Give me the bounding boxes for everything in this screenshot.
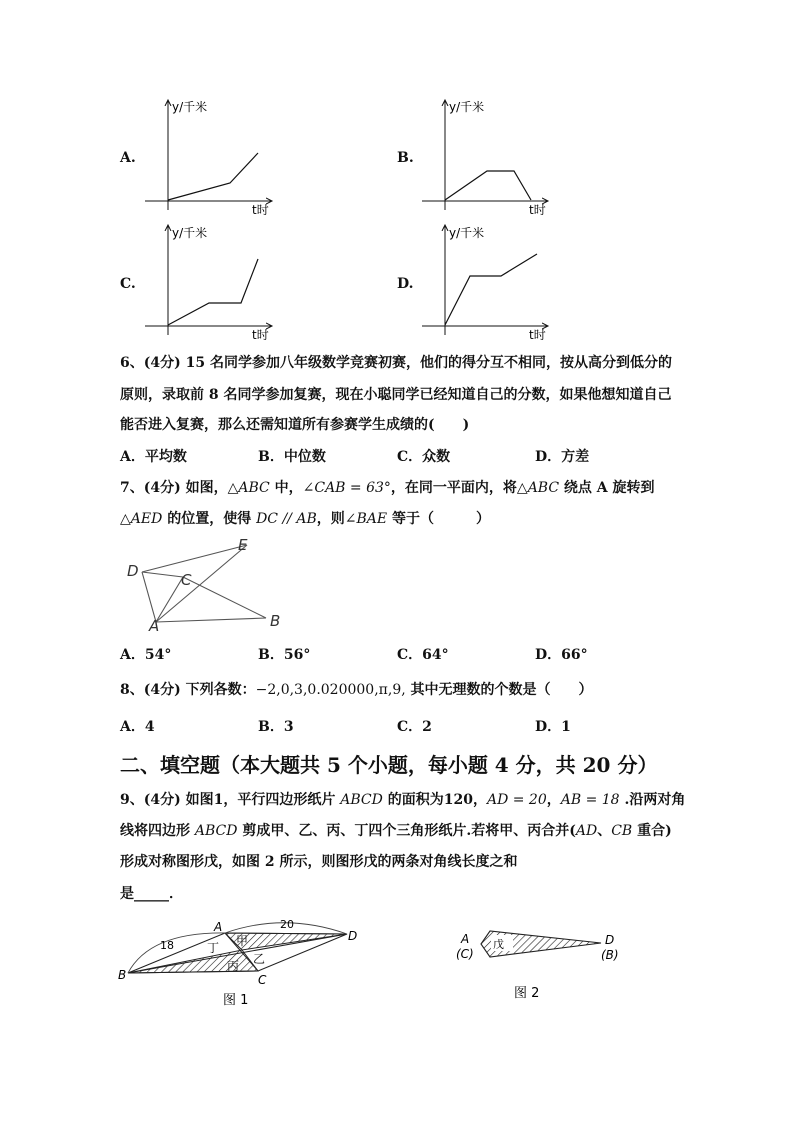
- q9-cb: CB: [611, 823, 633, 839]
- q7-line-1: [120, 477, 655, 497]
- graph-d-y-label: y/千米: [449, 226, 485, 240]
- q8-choice-a[interactable]: A．4: [120, 719, 155, 735]
- q9-fig2-label-b: (B): [601, 948, 619, 962]
- graph-b: [422, 99, 548, 217]
- q9-fig1-bing: 丙: [227, 959, 240, 973]
- q7-text-3: 绕点 A 旋转到: [559, 480, 655, 496]
- q7-prefix: 7、(4分) 如图，: [120, 480, 228, 496]
- q9-text-2a: 线将四边形: [120, 823, 195, 839]
- graph-option-b-label: B.: [397, 150, 414, 166]
- graph-option-c-label: C.: [120, 276, 136, 292]
- q9-line-2: [120, 820, 672, 840]
- graph-d-curve: [445, 254, 537, 325]
- q9-ad-eq: AD = 20: [486, 792, 547, 808]
- q9-fig2-label-a: A: [461, 932, 470, 946]
- q9-figure-2: [450, 918, 640, 1008]
- q7-choice-d[interactable]: D．66°: [535, 647, 588, 663]
- q9-fig1-label-a: A: [214, 920, 223, 934]
- graph-b-t-label: t时: [529, 203, 546, 217]
- q9-fig1-label-c: C: [258, 973, 267, 987]
- q7-angle-cab: ∠CAB = 63°: [302, 480, 391, 496]
- q8-choice-c[interactable]: C．2: [397, 719, 432, 735]
- graph-a-y-label: y/千米: [172, 100, 208, 114]
- q6-choice-c[interactable]: C．众数: [397, 449, 451, 465]
- q7-choice-a[interactable]: A．54°: [120, 647, 172, 663]
- graph-c-curve: [168, 259, 258, 325]
- q9-text-1c: .沿两对角: [619, 792, 686, 808]
- q7-rotation-figure: [120, 530, 290, 636]
- distance-time-graphs: [0, 0, 794, 345]
- q9-text-1b: 的面积为120，: [382, 792, 487, 808]
- graph-d-t-label: t时: [529, 328, 546, 342]
- q9-fig2-wu: 戊: [493, 938, 504, 951]
- q6-choice-a[interactable]: A．平均数: [120, 449, 187, 465]
- q6-line-3: 能否进入复赛，那么还需知道所有参赛学生成绩的( ): [120, 417, 470, 433]
- q7-point-d: D: [127, 562, 139, 580]
- q6-line-2: 原则，录取前 8 名同学参加复赛，现在小聪同学已经知道自己的分数，如果他想知道自己: [120, 387, 672, 403]
- q7-point-b: B: [270, 612, 281, 630]
- graph-c-t-label: t时: [252, 328, 269, 342]
- q7-parallel: DC // AB: [256, 511, 317, 527]
- q9-fig2-caption: 图 2: [514, 986, 540, 1001]
- q7-choice-c[interactable]: C．64°: [397, 647, 449, 663]
- q9-text-2c: 重合): [632, 823, 672, 839]
- graph-c-y-label: y/千米: [172, 226, 208, 240]
- q6-choice-d[interactable]: D．方差: [535, 449, 590, 465]
- q9-fig2-label-c: (C): [456, 947, 474, 961]
- q8-suffix: 其中无理数的个数是（ ）: [405, 682, 593, 698]
- graph-b-y-label: y/千米: [449, 100, 485, 114]
- q8-line: [120, 679, 593, 699]
- q9-fig1-len-18: 18: [160, 939, 174, 952]
- q7-choice-b[interactable]: B．56°: [258, 647, 311, 663]
- q9-line-3: 形成对称图形戊，如图 2 所示，则图形戊的两条对角线长度之和: [120, 854, 518, 870]
- q7-triangle-abc: △ABC: [227, 480, 270, 496]
- graph-a-curve: [168, 153, 258, 200]
- q7-text-5: ，则: [316, 511, 345, 527]
- q9-fig1-len-20: 20: [280, 918, 294, 931]
- q6-choice-b[interactable]: B．中位数: [258, 449, 326, 465]
- q7-point-c: C: [181, 571, 192, 589]
- graph-option-d-label: D.: [397, 276, 414, 292]
- q9-ad: AD: [575, 823, 598, 839]
- q9-line-1: [120, 789, 685, 809]
- q9-fig1-ding: 丁: [207, 941, 220, 955]
- q9-fig2-label-d: D: [605, 933, 615, 947]
- q8-choice-b[interactable]: B．3: [258, 719, 294, 735]
- q9-comma: 、: [597, 823, 612, 839]
- q7-triangle-abc-2: △ABC: [516, 480, 560, 496]
- q6-line-1: 6、(4分) 15 名同学参加八年级数学竞赛初赛，他们的得分互不相同，按从高分到低分的: [120, 355, 672, 371]
- q7-text-1: 中，: [269, 480, 303, 496]
- q9-ab-eq: AB = 18: [560, 792, 620, 808]
- q9-abcd-2: ABCD: [194, 823, 238, 839]
- graph-d: [422, 225, 548, 342]
- q7-suffix: 等于（ ）: [387, 511, 490, 527]
- q7-triangle-aed: △AED: [120, 511, 163, 527]
- section-2-title: 二、填空题（本大题共 5 个小题，每小题 4 分，共 20 分）: [120, 753, 658, 777]
- q7-point-e: E: [238, 536, 248, 554]
- graph-c: [145, 225, 272, 342]
- q9-sep: ，: [546, 792, 561, 808]
- q9-text-1a: 9、(4分) 如图1，平行四边形纸片: [120, 792, 341, 808]
- q9-text-2b: 剪成甲、乙、丙、丁四个三角形纸片.若将甲、丙合并(: [237, 823, 576, 839]
- q7-line-2: [120, 508, 490, 528]
- q9-line-4: 是_____．: [120, 886, 183, 902]
- graph-b-curve: [445, 171, 531, 200]
- q9-fig1-label-d: D: [348, 929, 358, 943]
- q9-abcd: ABCD: [340, 792, 383, 808]
- q7-point-a: A: [149, 617, 160, 635]
- graph-a-t-label: t时: [252, 203, 269, 217]
- q8-choice-d[interactable]: D．1: [535, 719, 571, 735]
- q7-text-2: ，在同一平面内，将: [390, 480, 517, 496]
- q9-fig1-label-b: B: [118, 968, 127, 982]
- graph-option-a-label: A.: [120, 150, 136, 166]
- graph-a: [145, 99, 272, 217]
- q9-fig1-jia: 甲: [236, 934, 249, 948]
- q7-angle-bae: ∠BAE: [344, 511, 388, 527]
- q8-numbers: −2,0,3,0.020000,π,9,: [255, 682, 406, 698]
- q9-fig1-yi: 乙: [253, 952, 266, 966]
- q9-fig1-caption: 图 1: [223, 993, 249, 1008]
- q8-prefix: 8、(4分) 下列各数：: [120, 682, 256, 698]
- q9-figure-1: [115, 912, 365, 1012]
- q7-text-4: 的位置，使得: [162, 511, 257, 527]
